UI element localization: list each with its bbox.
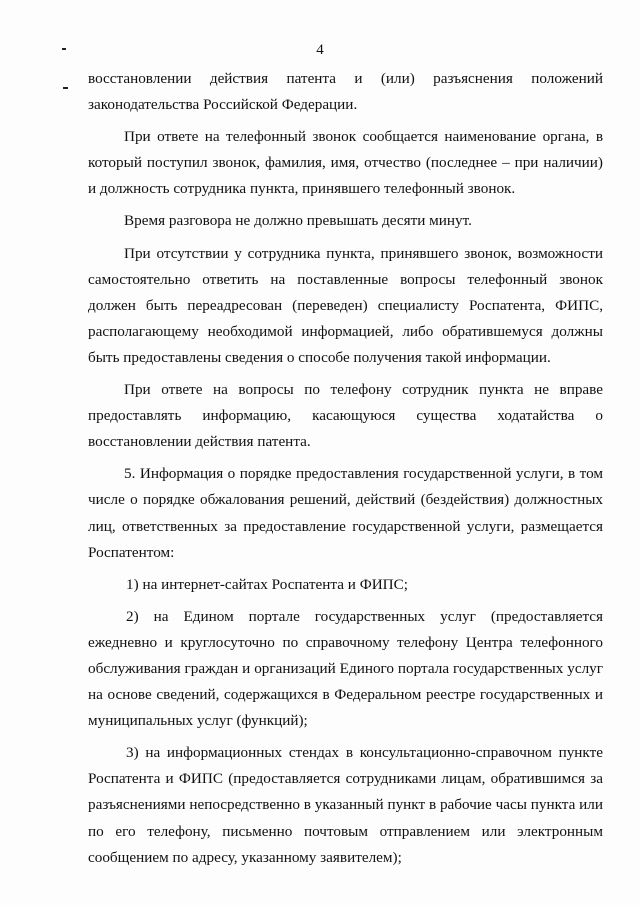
paragraph-phone-answer: При ответе на телефонный звонок сообщается наименование органа, в который поступил звонок, фамилия, имя, отчество (последнее – при наличии) и должность сотрудника пункта, принявшего телефонный звонок. <box>88 128 603 198</box>
paragraph-call-duration: Время разговора не должно превышать десяти минут. <box>124 212 472 230</box>
page-number: 4 <box>316 42 324 58</box>
list-item-2: 2) на Едином портале государственных услуг (предоставляется ежедневно и круглосуточно по справочному телефону Центра телефонного обслуживания граждан и организаций Единого портала государственных услуг на основе сведений, содержащихся в Федеральном реестре государственных и муниципальных услуг (функций); <box>88 607 603 730</box>
list-item-1: 1) на интернет-сайтах Роспатента и ФИПС; <box>126 575 408 593</box>
scan-mark <box>63 87 68 89</box>
list-item-3: 3) на информационных стендах в консультационно-справочном пункте Роспатента и ФИПС (предоставляется сотрудниками лицам, обратившимся за разъяснениями непосредственно в указанный пункт в рабочие часы пункта или по его телефону, письменно почтовым отправлением или электронным сообщением по адресу, указанному заявителем); <box>88 744 603 866</box>
paragraph-section-5: 5. Информация о порядке предоставления государственной услуги, в том числе о порядке обжалования решений, действий (бездействия) должностных лиц, ответственных за предоставление государственной услуги, размещается Роспатентом: <box>88 465 603 561</box>
paragraph-restriction: При ответе на вопросы по телефону сотрудник пункта не вправе предоставлять информацию, касающуюся существа ходатайства о восстановлении действия патента. <box>88 381 603 451</box>
paragraph-continuation: восстановлении действия патента и (или) разъяснения положений законодательства Российской Федерации. <box>88 70 603 114</box>
document-body <box>88 66 603 871</box>
paragraph-redirect: При отсутствии у сотрудника пункта, принявшего звонок, возможности самостоятельно ответить на поставленные вопросы телефонный звонок должен быть переадресован (переведен) специалисту Роспатента, ФИПС, располагающему необходимой информацией, либо обратившемуся должны быть предоставлены сведения о способе получения такой информации. <box>88 244 603 366</box>
